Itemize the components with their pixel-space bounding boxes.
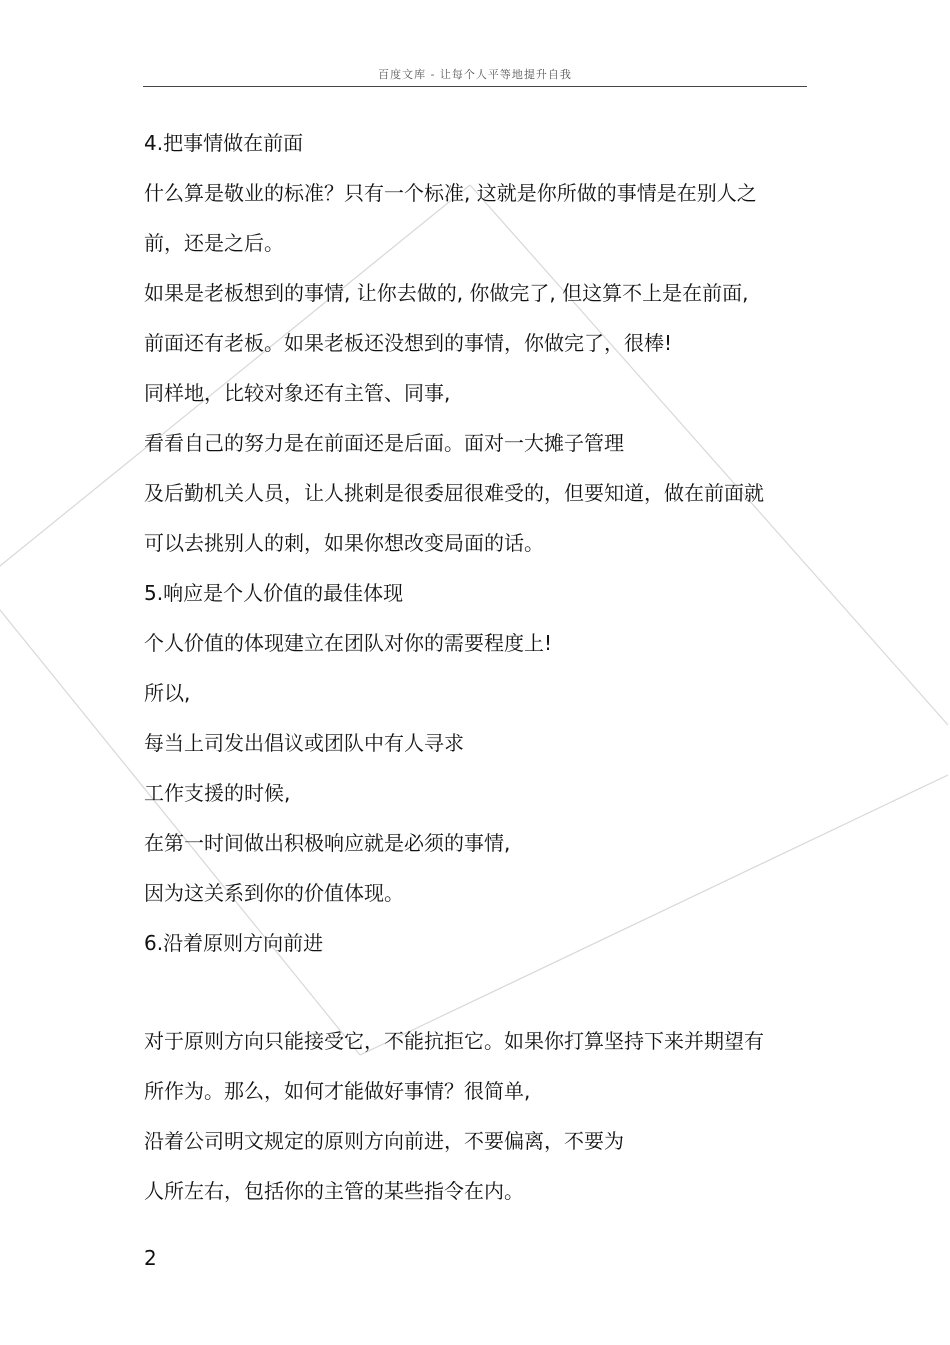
paragraph-line: 个人价值的体现建立在团队对你的需要程度上! [144,631,553,655]
section-4-heading: 4.把事情做在前面 [144,131,304,155]
page-number: 2 [144,1246,157,1270]
paragraph-line: 什么算是敬业的标准？只有一个标准, 这就是你所做的事情是在别人之 [144,181,757,205]
paragraph-line: 因为这关系到你的价值体现。 [144,881,404,905]
section-5-heading: 5.响应是个人价值的最佳体现 [144,581,404,605]
paragraph-line: 工作支援的时候, [144,781,291,805]
header-divider [143,86,807,87]
paragraph-line: 沿着公司明文规定的原则方向前进，不要偏离，不要为 [144,1129,624,1153]
paragraph-line: 前，还是之后。 [144,231,284,255]
paragraph-line: 所以, [144,681,191,705]
paragraph-line: 及后勤机关人员，让人挑刺是很委屈很难受的，但要知道，做在前面就 [144,481,764,505]
paragraph-line: 在第一时间做出积极响应就是必须的事情, [144,831,511,855]
section-6-heading: 6.沿着原则方向前进 [144,931,324,955]
paragraph-line: 可以去挑别人的刺，如果你想改变局面的话。 [144,531,544,555]
paragraph-line: 同样地，比较对象还有主管、同事, [144,381,451,405]
paragraph-line: 人所左右，包括你的主管的某些指令在内。 [144,1179,524,1203]
paragraph-line: 所作为。那么，如何才能做好事情？很简单, [144,1079,531,1103]
paragraph-line: 前面还有老板。如果老板还没想到的事情，你做完了，很棒! [144,331,673,355]
paragraph-line: 看看自己的努力是在前面还是后面。面对一大摊子管理 [144,431,624,455]
paragraph-line: 对于原则方向只能接受它，不能抗拒它。如果你打算坚持下来并期望有 [144,1029,764,1053]
running-header: 百度文库 - 让每个人平等地提升自我 [378,68,572,81]
paragraph-line: 如果是老板想到的事情, 让你去做的, 你做完了, 但这算不上是在前面, [144,281,749,305]
paragraph-line: 每当上司发出倡议或团队中有人寻求 [144,731,464,755]
